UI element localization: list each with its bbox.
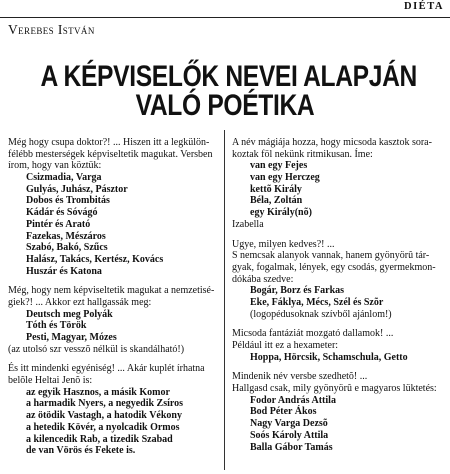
prose-line: Például itt ez a hexameter: (232, 340, 339, 351)
paragraph-gap (232, 320, 446, 328)
prose-line: A név mágiája hozza, hogy micsoda kasztok sora- (232, 137, 432, 148)
verse-line: Szabó, Bakó, Szűcs (26, 242, 108, 254)
prose-line: Ugye, milyen kedves?! ... (232, 238, 335, 250)
verse-line: az ötödik Vastagh, a hatodik Vékony (26, 410, 182, 422)
author-name: Verebes István (8, 22, 95, 37)
left-column (8, 137, 220, 457)
verse-line: Fodor András Attila (250, 394, 336, 406)
paragraph-gap (8, 277, 220, 285)
verse-line: van egy Fejes (250, 160, 308, 172)
verse-line: Pesti, Magyar, Mózes (26, 332, 117, 343)
verse-line: a hetedik Kövér, a nyolcadik Ormos (26, 421, 180, 433)
verse-line: Csizmadia, Varga (26, 172, 102, 184)
column-divider (224, 130, 225, 470)
prose-line: És itt mindenki egyéniség! ... Akár kuplét írhatna (8, 363, 205, 375)
prose-line: koztak föl nekünk ritmikusan. Íme: (232, 148, 373, 160)
prose-line: giek?! ... Akkor ezt hallgassák meg: (8, 296, 152, 308)
verse-line: az egyik Hasznos, a másik Komor (26, 386, 170, 398)
prose-line: Még, hogy nem képviseltetik magukat a nemzetisé- (8, 285, 215, 297)
prose-line: (az utolsó szr vesszõ nélkül is skandálható!) (8, 343, 185, 355)
prose-line: Micsoda fantáziát mozgató dallamok! ... (232, 328, 394, 340)
verse-line: Bod Péter Ákos (250, 406, 317, 418)
verse-line: Béla, Zoltán (250, 195, 303, 207)
article-title-line-1: A KÉPVISELŐK NEVEI ALAPJÁN (40, 60, 417, 93)
verse-line: de van Vörös és Fekete is. (26, 445, 136, 457)
article-title-line-2: VALÓ POÉTIKA (135, 89, 315, 122)
verse-line: Soós Károly Attila (250, 429, 329, 441)
verse-line: kettõ Király (250, 183, 302, 195)
verse-line: Fazekas, Mészáros (26, 230, 106, 242)
prose-line: belõle Heltai Jenõ is: (8, 375, 93, 387)
paragraph-gap (232, 363, 446, 371)
verse-line: Deutsch meg Polyák (26, 308, 113, 320)
prose-line: Még hogy csupa doktor?! ... Hiszen itt a legkülön- (8, 137, 210, 148)
verse-line: Gulyás, Juhász, Pásztor (26, 183, 128, 195)
verse-line: Nagy Varga Dezsõ (250, 418, 328, 430)
prose-line: Hallgasd csak, mily gyönyörû e magyaros lüktetés: (232, 383, 437, 395)
paragraph-gap (232, 231, 446, 239)
prose-line: félébb mesterségek képviseltetik magukat. Versben (8, 148, 213, 160)
verse-line: Eke, Fáklya, Mécs, Szél és Szõr (250, 296, 384, 308)
verse-line: Halász, Takács, Kertész, Kovács (26, 253, 164, 265)
header-rule (0, 17, 450, 18)
verse-line: Balla Gábor Tamás (250, 441, 333, 453)
verse-line: Bogár, Borz és Farkas (250, 285, 345, 297)
verse-line: Hoppa, Hörcsik, Schamschula, Getto (250, 351, 408, 363)
prose-line: dókába szedve: (232, 273, 294, 285)
verse-line: Huszár és Katona (26, 265, 102, 277)
prose-line: írom, hogy van köztük: (8, 160, 102, 172)
right-column (232, 137, 446, 453)
verse-line: van egy Herczeg (250, 172, 320, 184)
verse-line: Dobos és Trombitás (26, 195, 110, 207)
verse-line: a harmadik Nyers, a negyedik Zsíros (26, 398, 184, 410)
verse-line: egy Király(nõ) (250, 207, 312, 219)
prose-line: (logopédusoknak szívből ajánlom!) (250, 308, 392, 320)
prose-line: Mindenik név versbe szedhetõ! ... (232, 371, 368, 383)
verse-line: Kádár és Sóvágó (26, 207, 98, 219)
verse-line: a kilencedik Rab, a tizedik Szabad (26, 433, 173, 445)
prose-line: gyak, fogalmak, lények, egy csodás, gyermekmon- (232, 261, 436, 273)
verse-line: Tóth és Török (26, 320, 87, 332)
running-head: DIÉTA (404, 1, 444, 12)
verse-line: Pintér és Arató (26, 218, 91, 230)
prose-line: S nemcsak alanyok vannak, hanem gyönyörû tár- (232, 250, 430, 262)
prose-line: Izabella (232, 218, 264, 230)
